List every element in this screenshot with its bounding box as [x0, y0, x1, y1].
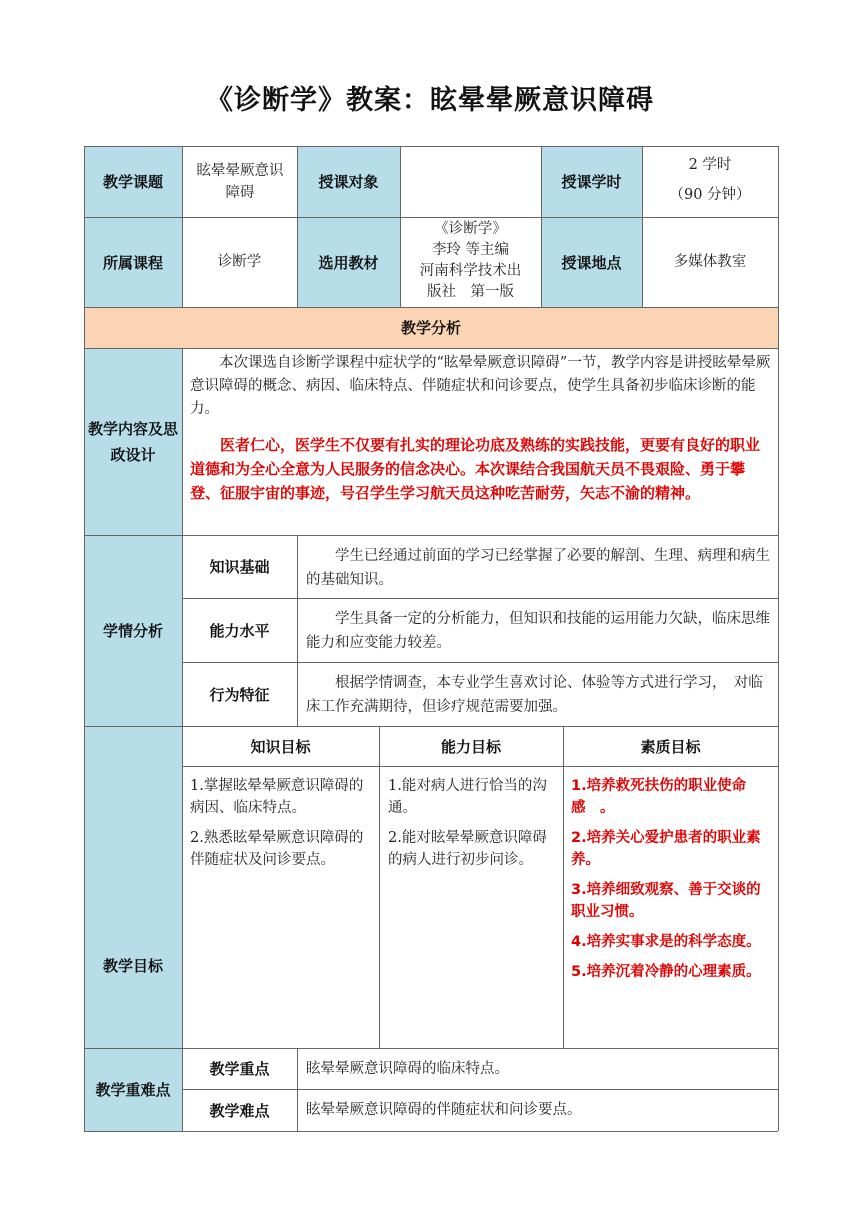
textbook-value	[400, 219, 541, 307]
focus-text: 眩晕晕厥意识障碍的临床特点。	[306, 1060, 509, 1077]
analysis-section-header: 教学分析	[400, 319, 461, 337]
document-title: 《诊断学》教案：眩晕晕厥意识障碍	[206, 85, 654, 116]
course-label: 所属课程	[102, 253, 163, 272]
textbook-line: 李玲 等主编	[431, 242, 510, 258]
topic-label: 教学课题	[102, 173, 163, 191]
textbook-line: 版社 第一版	[427, 284, 514, 300]
knowledge-base-text: 学生已经通过前面的学习已经掌握了必要的解剖、生理、病理和病生的基础知识。	[306, 548, 770, 588]
focus-label: 教学重点	[209, 1060, 270, 1078]
content-cell	[190, 352, 772, 532]
textbook-label: 选用教材	[318, 253, 379, 272]
hours-value-line2: （90 分钟）	[669, 187, 751, 203]
quality-goals-list	[571, 775, 769, 991]
ideology-paragraph: 医者仁心，医学生不仅要有扎实的理论功底及熟练的实践技能，更要有良好的职业道德和为全心全意为人民服务的信念决心。本次课结合我国航天员不畏艰险、勇于攀登、征服宇宙的事迹，号召学生学习航天员这种吃苦耐劳，矢志不渝的精神。	[190, 436, 761, 502]
list-item: 2.能对眩晕晕厥意识障碍的病人进行初步问诊。	[388, 830, 547, 868]
quality-goals-header: 素质目标	[640, 737, 701, 756]
list-item: 4.培养实事求是的科学态度。	[571, 934, 761, 950]
ability-level-label: 能力水平	[209, 621, 270, 640]
knowledge-goals-header: 知识目标	[250, 737, 311, 756]
hours-value	[642, 150, 778, 214]
goals-label-bg	[84, 726, 182, 1048]
audience-value	[400, 146, 541, 217]
list-item: 3.培养细致观察、善于交谈的职业习惯。	[571, 882, 761, 920]
student-label: 学情分析	[102, 622, 163, 640]
knowledge-goals-list	[190, 775, 372, 879]
keypoints-label: 教学重难点	[95, 1081, 171, 1099]
ability-level-text: 学生具备一定的分析能力，但知识和技能的运用能力欠缺，临床思维能力和应变能力较差。	[306, 611, 770, 651]
list-item: 2.培养关心爱护患者的职业素养。	[571, 830, 761, 868]
behavior-text: 根据学情调查，本专业学生喜欢讨论、体验等方式进行学习， 对临床工作充满期待，但诊疗规范需要加强。	[306, 675, 763, 715]
textbook-line: 《诊断学》	[434, 221, 507, 237]
behavior-label: 行为特征	[209, 685, 270, 704]
ability-goals-header: 能力目标	[440, 737, 501, 756]
hours-label: 授课学时	[561, 173, 622, 191]
difficulty-label: 教学难点	[209, 1101, 270, 1120]
topic-value: 眩晕晕厥意识障碍	[196, 162, 284, 201]
hours-value-line1: 2 学时	[688, 157, 732, 173]
audience-label: 授课对象	[318, 173, 379, 191]
content-label: 教学内容及思政设计	[88, 419, 179, 464]
course-value: 诊断学	[217, 254, 262, 270]
content-paragraph: 本次课选自诊断学课程中症状学的“眩晕晕厥意识障碍”一节，教学内容是讲授眩晕晕厥意识障碍的概念、病因、临床特点、伴随症状和问诊要点，使学生具备初步临床诊断的能力。	[190, 355, 771, 417]
place-label: 授课地点	[561, 253, 622, 272]
place-value: 多媒体教室	[673, 254, 747, 270]
ability-goals-list	[388, 775, 556, 879]
list-item: 5.培养沉着冷静的心理素质。	[571, 964, 761, 980]
difficulty-text: 眩晕晕厥意识障碍的伴随症状和问诊要点。	[306, 1102, 582, 1118]
goals-label: 教学目标	[102, 957, 163, 975]
list-item: 1.培养救死扶伤的职业使命感 。	[571, 778, 747, 816]
knowledge-base-label: 知识基础	[209, 558, 270, 576]
list-item: 1.掌握眩晕晕厥意识障碍的病因、临床特点。	[190, 778, 364, 816]
list-item: 2.熟悉眩晕晕厥意识障碍的伴随症状及问诊要点。	[190, 830, 364, 868]
list-item: 1.能对病人进行恰当的沟通。	[388, 778, 547, 816]
textbook-line: 河南科学技术出	[419, 263, 522, 279]
